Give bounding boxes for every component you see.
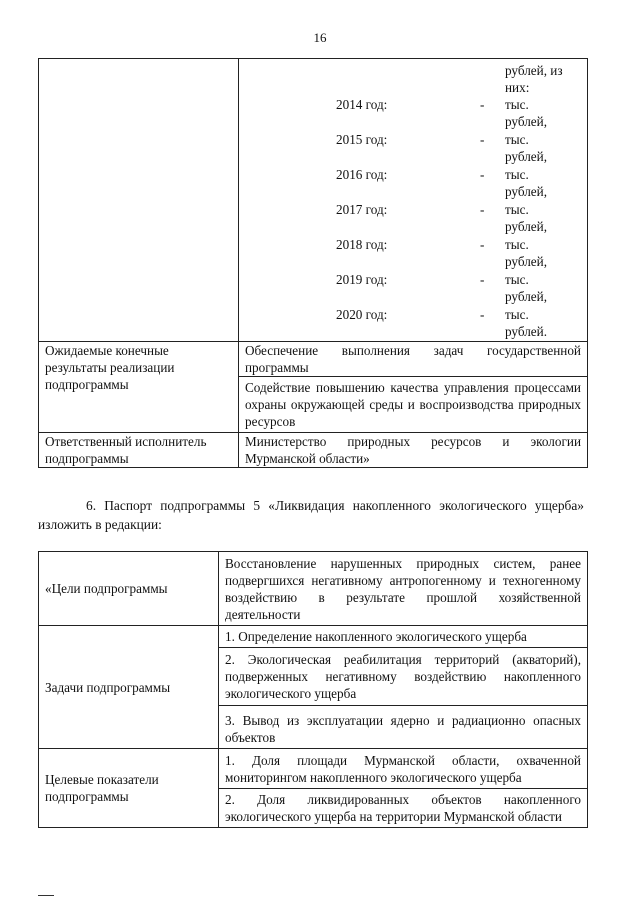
- budget-year-row: [239, 96, 587, 129]
- budget-year-row: [239, 131, 587, 164]
- task-item: 2. Экологическая реабилитация территорий (акваторий), подверженных негативному воздействию накопленного экологического ущерба: [219, 648, 588, 706]
- budget-dash: -: [480, 307, 485, 322]
- amendment-paragraph: [38, 496, 584, 534]
- budget-year-row: [239, 201, 587, 234]
- budget-unit-2: рублей,: [505, 254, 548, 269]
- budget-dash: -: [480, 97, 485, 112]
- executor-value: Министерство природных ресурсов и экологии Мурманской области»: [239, 433, 588, 468]
- budget-unit-2: рублей,: [505, 114, 548, 129]
- budget-year-row: [239, 306, 587, 339]
- budget-label-cell: [39, 59, 239, 342]
- budget-year-row: [239, 236, 587, 269]
- budget-unit: тыс.: [505, 272, 529, 287]
- budget-unit: тыс.: [505, 307, 529, 322]
- budget-cell: [239, 59, 588, 342]
- budget-dash: -: [480, 272, 485, 287]
- budget-year: 2015 год:: [336, 132, 388, 147]
- budget-unit: тыс.: [505, 132, 529, 147]
- budget-dash: -: [480, 202, 485, 217]
- tasks-row: [39, 626, 588, 648]
- budget-year: 2018 год:: [336, 237, 388, 252]
- budget-header-line-2: них:: [505, 80, 530, 95]
- budget-unit: тыс.: [505, 237, 529, 252]
- result-item: Содействие повышению качества управления процессами охраны окружающей среды и воспроизводства природных ресурсов: [239, 377, 588, 433]
- footnote-separator: [38, 895, 54, 896]
- task-item: 3. Вывод из эксплуатации ядерно и радиационно опасных объектов: [219, 706, 588, 749]
- budget-unit-2: рублей,: [505, 149, 548, 164]
- task-item: 1. Определение накопленного экологического ущерба: [219, 626, 588, 648]
- goals-label: «Цели подпрограммы: [39, 552, 219, 626]
- goals-value: Восстановление нарушенных природных систем, ранее подвергшихся негативному антропогенному и техногенному воздействию в результате прошлой хозяйственной деятельности: [219, 552, 588, 626]
- budget-year: 2017 год:: [336, 202, 388, 217]
- executor-label: Ответственный исполнитель подпрограммы: [39, 433, 239, 468]
- budget-unit-2: рублей,: [505, 184, 548, 199]
- results-row: [39, 342, 588, 377]
- goals-row: [39, 552, 588, 626]
- indicator-item: 1. Доля площади Мурманской области, охваченной мониторингом накопленного экологического ущерба: [219, 749, 588, 789]
- budget-unit: тыс.: [505, 202, 529, 217]
- subprogram-passport-table-continued: [38, 58, 588, 468]
- budget-dash: -: [480, 167, 485, 182]
- budget-year: 2014 год:: [336, 97, 388, 112]
- budget-dash: -: [480, 132, 485, 147]
- indicators-label: Целевые показатели подпрограммы: [39, 749, 219, 828]
- budget-unit-2: рублей,: [505, 289, 548, 304]
- amendment-text: 6. Паспорт подпрограммы 5 «Ликвидация накопленного экологического ущерба» изложить в редакции:: [38, 498, 584, 532]
- results-label: Ожидаемые конечные результаты реализации подпрограммы: [39, 342, 239, 433]
- budget-year-row: [239, 166, 587, 199]
- result-item: Обеспечение выполнения задач государственной программы: [239, 342, 588, 377]
- budget-header-line-1: рублей, из: [505, 63, 563, 78]
- budget-row: [39, 59, 588, 342]
- budget-year: 2019 год:: [336, 272, 388, 287]
- budget-year-row: [239, 271, 587, 304]
- indicator-item: 2. Доля ликвидированных объектов накопленного экологического ущерба на территории Мурманской области: [219, 789, 588, 828]
- budget-year: 2020 год:: [336, 307, 388, 322]
- tasks-label: Задачи подпрограммы: [39, 626, 219, 749]
- budget-year: 2016 год:: [336, 167, 388, 182]
- indicators-row: [39, 749, 588, 789]
- budget-unit-2: рублей.: [505, 324, 548, 339]
- budget-unit-2: рублей,: [505, 219, 548, 234]
- budget-dash: -: [480, 237, 485, 252]
- subprogram-5-passport-table: [38, 551, 588, 828]
- budget-unit: тыс.: [505, 97, 529, 112]
- executor-row: [39, 433, 588, 468]
- page-number: 16: [313, 30, 327, 45]
- budget-unit: тыс.: [505, 167, 529, 182]
